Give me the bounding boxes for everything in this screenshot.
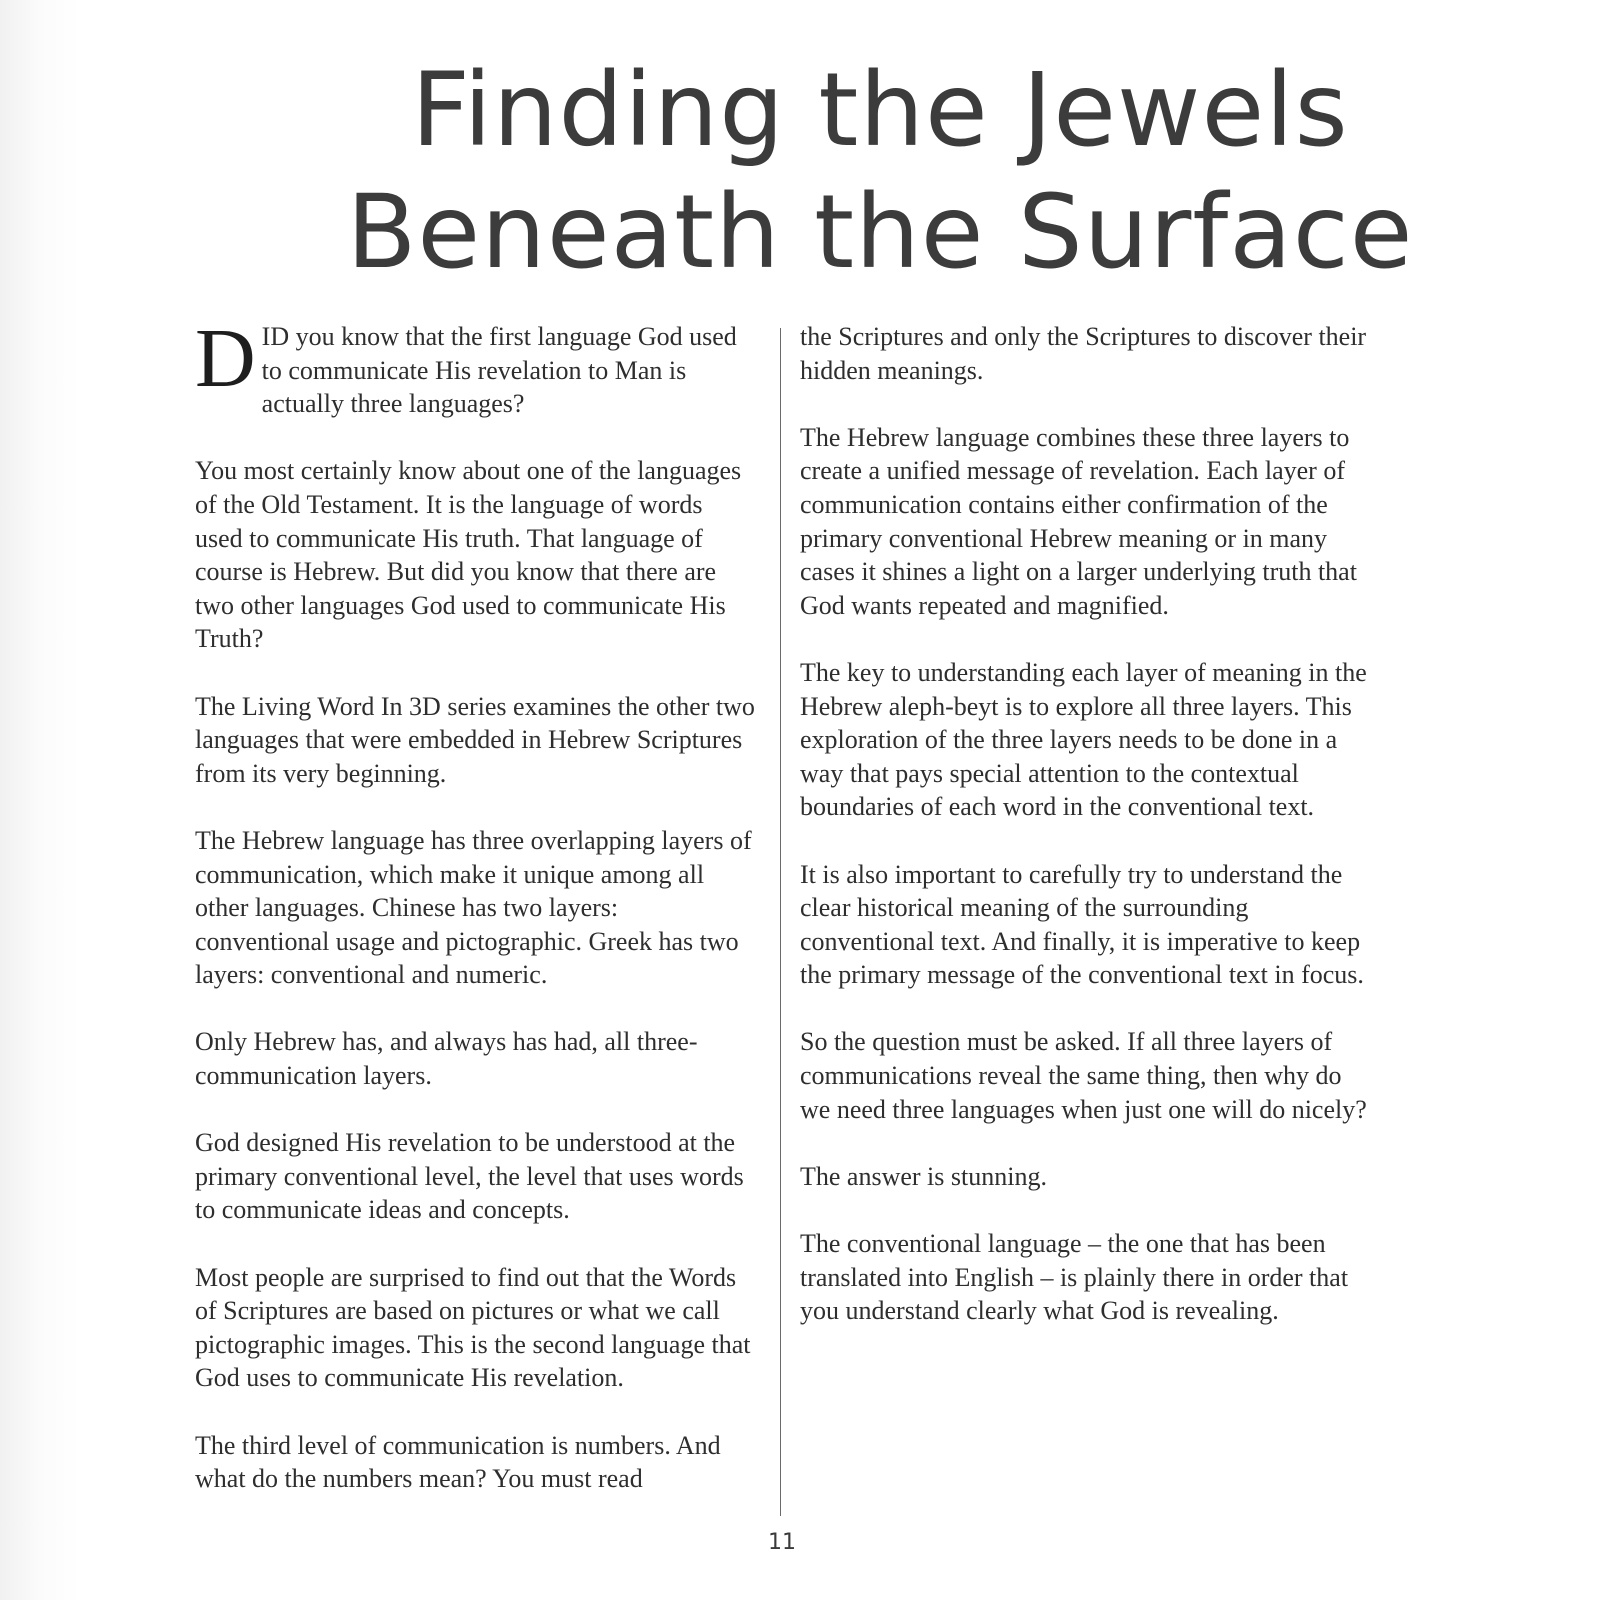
paragraph: It is also important to carefully try to understand the clear historical meaning of the surrounding conventional text. And finally, it is imperative to keep the primary message of the conventional text in focus.	[800, 859, 1364, 990]
paragraph: The conventional language – the one that has been translated into English – is plainly there in order that you understand clearly what God is revealing.	[800, 1229, 1349, 1326]
column-divider	[780, 328, 781, 1516]
paragraph: So the question must be asked. If all three layers of communications reveal the same thing, then why do we need three languages when just one will do nicely?	[800, 1027, 1367, 1124]
paragraph: Most people are surprised to find out that the Words of Scriptures are based on pictures or what we call pictographic images. This is the second language that God uses to communicate His revelation.	[195, 1262, 751, 1393]
paragraph: Only Hebrew has, and always has had, all three-communication layers.	[195, 1027, 698, 1091]
page-title	[160, 50, 1600, 294]
paragraph: The Hebrew language combines these three layers to create a unified message of revelation. Each layer of communication contains either confirmation of the primary conventional Hebrew meaning or in many cases it shines a light on a larger underlying truth that God wants repeated and magnified.	[800, 422, 1357, 620]
page-number: 11	[768, 1530, 796, 1555]
drop-cap: D	[195, 312, 256, 405]
paragraph: God designed His revelation to be understood at the primary conventional level, the level that uses words to communicate ideas and concepts.	[195, 1128, 744, 1225]
left-column	[195, 312, 755, 1529]
paragraph: You most certainly know about one of the languages of the Old Testament. It is the language of words used to communicate His truth. That language of course is Hebrew. But did you know that there are two other languages God used to communicate His Truth?	[195, 456, 742, 654]
title-line-1: Finding the Jewels	[411, 51, 1349, 170]
right-column	[800, 320, 1375, 1361]
paragraph: The third level of communication is numbers. And what do the numbers mean? You must read	[195, 1430, 721, 1494]
paragraph: The Living Word In 3D series examines the other two languages that were embedded in Hebrew Scriptures from its very beginning.	[195, 691, 755, 788]
paragraph	[195, 312, 755, 421]
paragraph: The answer is stunning.	[800, 1161, 1047, 1191]
paragraph: The Hebrew language has three overlapping layers of communication, which make it unique among all other languages. Chinese has two layers: conventional usage and pictographic. Greek has two layers: conventional and numeric.	[195, 825, 752, 990]
paragraph: the Scriptures and only the Scriptures to discover their hidden meanings.	[800, 322, 1367, 385]
first-paragraph-text: ID you know that the first language God used to communicate His revelation to Man is actually three languages?	[261, 322, 737, 419]
title-line-2: Beneath the Surface	[346, 173, 1414, 292]
paragraph: The key to understanding each layer of meaning in the Hebrew aleph-beyt is to explore all three layers. This exploration of the three layers needs to be done in a way that pays special attention to the contextual boundaries of each word in the conventional text.	[800, 657, 1367, 822]
